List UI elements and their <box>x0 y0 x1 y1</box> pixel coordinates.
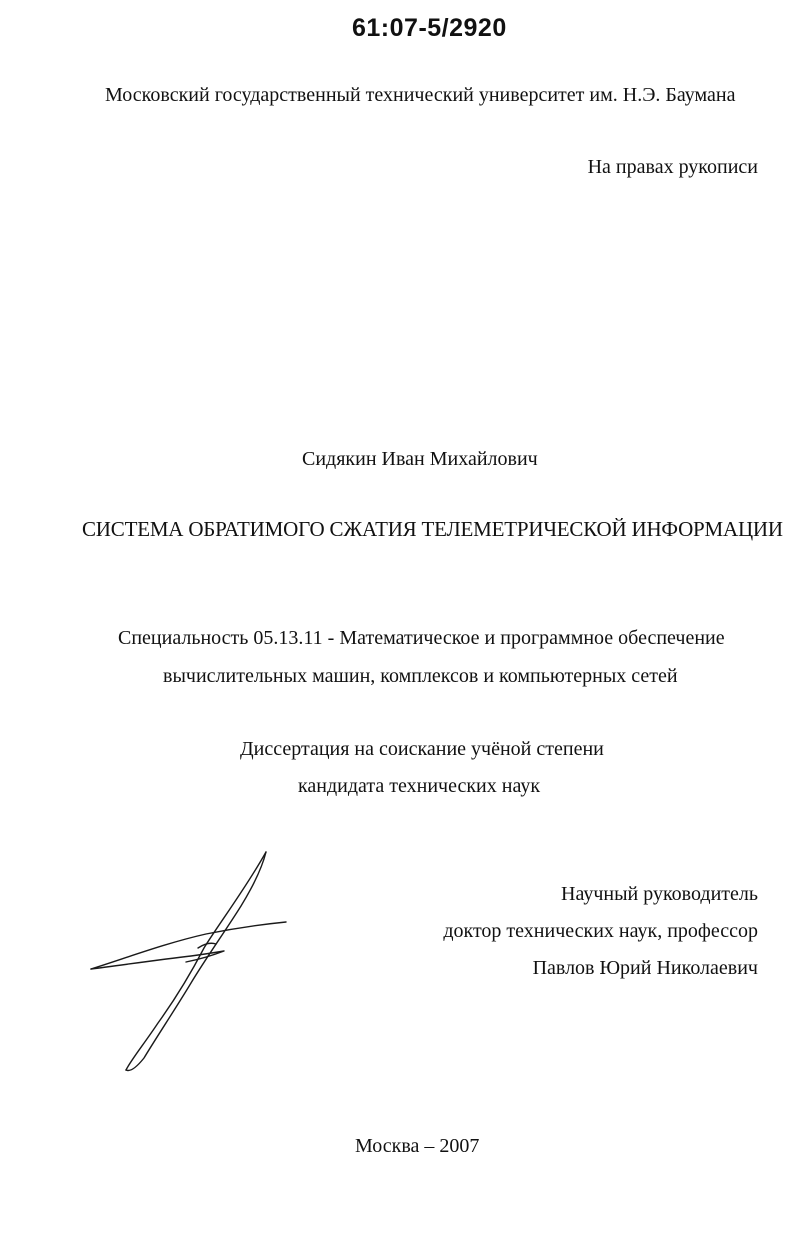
archive-stamp-number: 61:07-5/2920 <box>352 14 507 42</box>
specialty-line-1: Специальность 05.13.11 - Математическое и программное обеспечение <box>118 627 725 649</box>
degree-line-2: кандидата технических наук <box>298 775 541 797</box>
city-year: Москва – 2007 <box>355 1135 480 1157</box>
dissertation-title: СИСТЕМА ОБРАТИМОГО СЖАТИЯ ТЕЛЕМЕТРИЧЕСКОЙ ИНФОРМАЦИИ <box>82 517 783 541</box>
university-name: Московский государственный технический университет им. Н.Э. Баумана <box>105 84 736 106</box>
manuscript-rights-note: На правах рукописи <box>587 156 758 178</box>
degree-line-1: Диссертация на соискание учёной степени <box>240 738 604 760</box>
supervisor-name: Павлов Юрий Николаевич <box>532 957 758 979</box>
author-name: Сидякин Иван Михайлович <box>302 448 538 470</box>
supervisor-degree: доктор технических наук, профессор <box>443 920 758 942</box>
supervisor-label: Научный руководитель <box>561 883 758 905</box>
handwritten-signature <box>86 848 296 1078</box>
specialty-line-2: вычислительных машин, комплексов и компьютерных сетей <box>163 665 678 687</box>
